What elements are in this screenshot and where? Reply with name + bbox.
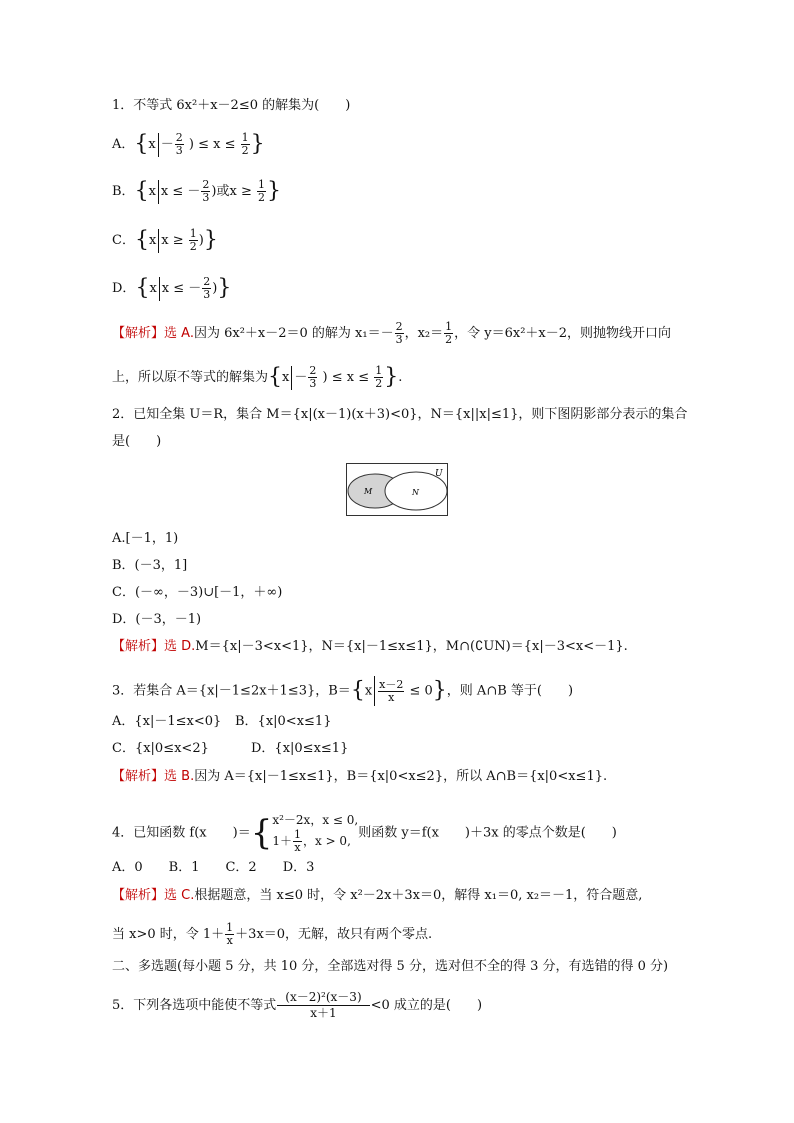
q2-stem-line1: 2．已知全集 U＝R，集合 M＝{x|(x－1)(x＋3)<0}，N＝{x||x|≤1}，则下图阴影部分表示的集合 <box>112 407 688 422</box>
section-heading: 二、多选题(每小题 5 分，共 10 分，全部选对得 5 分，选对但不全的得 3 分，有选错的得 0 分) <box>112 959 669 974</box>
q3-option-d[interactable]: D．{x|0≤x≤1} <box>251 741 349 756</box>
fraction: $\frac{1}{2}$ <box>241 131 249 157</box>
label-n: N <box>412 488 419 497</box>
fraction: $\frac{x-2}{x}$ <box>379 677 404 704</box>
piecewise-cases: x²－2x，x ≤ 0, 1＋ $\frac{1}{x}$ ，x > 0, <box>272 813 359 854</box>
q4-stem: 4．已知函数 f(x )＝{ x²－2x，x ≤ 0, 1＋ $\frac{1}{x}$ ，x > 0, 则函数 y＝f(x )＋3x 的零点个数是( ) <box>112 813 617 854</box>
fraction: $\frac{2}{3}$ <box>395 320 403 346</box>
analysis-tag: 【解析】 <box>112 326 165 341</box>
fraction: $\frac{1}{x}$ <box>293 828 301 854</box>
option-label: C． <box>112 233 135 248</box>
analysis-tag: 【解析】 <box>112 769 165 784</box>
fraction: $\frac{2}{3}$ <box>203 275 211 301</box>
q1-option-a[interactable]: A．{x － $\frac{2}{3}$ ) ≤ x ≤ $\frac{1}{2}$ } <box>112 131 265 157</box>
q3-analysis: 【解析】选 B.因为 A＝{x|－1≤x≤1}，B＝{x|0<x≤2}，所以 A∩B＝{x|0<x≤1}. <box>112 769 608 784</box>
q3-option-a[interactable]: A．{x|－1≤x<0} <box>112 714 222 729</box>
fraction: $\frac{1}{x}$ <box>226 921 234 947</box>
q4-options[interactable]: A．0 B．1 C．2 D．3 <box>112 860 315 875</box>
option-label: A． <box>112 137 135 152</box>
label-u: U <box>435 469 443 479</box>
fraction: $\frac{1}{2}$ <box>257 178 265 204</box>
q5-stem: 5．下列各选项中能使不等式 $\frac{\text{(x－2)²(x－3)}}{x+1}$ <0 成立的是( ) <box>112 990 483 1020</box>
fraction: $\frac{1}{2}$ <box>445 320 453 346</box>
analysis-tag: 【解析】 <box>112 639 165 654</box>
q2-analysis: 【解析】选 D.M＝{x|－3<x<1}，N＝{x|－1≤x≤1}，M∩(∁UN)＝{x|－3<x<－1}. <box>112 639 628 654</box>
fraction: $\frac{2}{3}$ <box>309 364 317 390</box>
fraction: $\frac{2}{3}$ <box>202 178 210 204</box>
q3-option-c[interactable]: C．{x|0≤x<2} <box>112 741 209 756</box>
q3-stem: 3．若集合 A＝{x|－1≤2x＋1≤3}，B＝{x $\frac{x-2}{x}$ ≤ 0}，则 A∩B 等于( ) <box>112 676 573 706</box>
q2-option-c[interactable]: C．(－∞，－3)∪[－1，＋∞) <box>112 585 283 600</box>
fraction: $\frac{1}{2}$ <box>375 364 383 390</box>
fraction: $\frac{2}{3}$ <box>175 131 183 157</box>
q2-option-b[interactable]: B．(－3，1] <box>112 558 188 573</box>
q2-option-a[interactable]: A.[－1，1) <box>112 531 179 546</box>
analysis-choice: 选 B. <box>164 769 195 784</box>
q1-stem: 1．不等式 6x²＋x－2≤0 的解集为( ) <box>112 98 351 113</box>
q1-option-d[interactable]: D．{x x ≤ － $\frac{2}{3}$ )} <box>112 275 232 301</box>
analysis-choice: 选 D. <box>164 639 196 654</box>
fraction: $\frac{1}{2}$ <box>189 227 197 253</box>
q1-option-c[interactable]: C．{x x ≥ $\frac{1}{2}$ )} <box>112 227 218 253</box>
q1-option-b[interactable]: B．{x x ≤ － $\frac{2}{3}$ )或x ≥ $\frac{1}{2}$ } <box>112 178 281 204</box>
venn-diagram <box>346 463 448 516</box>
q4-analysis-line2: 当 x>0 时，令 1＋ $\frac{1}{x}$ ＋3x＝0，无解，故只有两个零点. <box>112 921 433 947</box>
label-m: M <box>364 487 373 496</box>
q3-option-b[interactable]: B．{x|0<x≤1} <box>235 714 332 729</box>
fraction: $\frac{\text{(x－2)²(x－3)}}{x+1}$ <box>277 990 369 1021</box>
q1-analysis-line1: 【解析】选 A.因为 6x²＋x－2＝0 的解为 x₁＝－ $\frac{2}{3}$ ，x₂＝ $\frac{1}{2}$ ，令 y＝6x²＋x－2，则抛物线开口向 <box>112 320 672 346</box>
q2-option-d[interactable]: D．(－3，－1) <box>112 612 202 627</box>
option-label: B． <box>112 184 135 199</box>
analysis-choice: 选 A. <box>164 326 194 341</box>
analysis-choice: 选 C. <box>164 888 195 903</box>
q2-stem-line2: 是( ) <box>112 434 162 449</box>
q1-analysis-line2: 上，所以原不等式的解集为{x － $\frac{2}{3}$ ) ≤ x ≤ $\frac{1}{2}$ }. <box>112 364 403 390</box>
analysis-tag: 【解析】 <box>112 888 165 903</box>
q4-analysis-line1: 【解析】选 C.根据题意，当 x≤0 时，令 x²－2x＋3x＝0，解得 x₁＝0, x₂＝－1，符合题意, <box>112 888 643 903</box>
option-label: D． <box>112 281 136 296</box>
